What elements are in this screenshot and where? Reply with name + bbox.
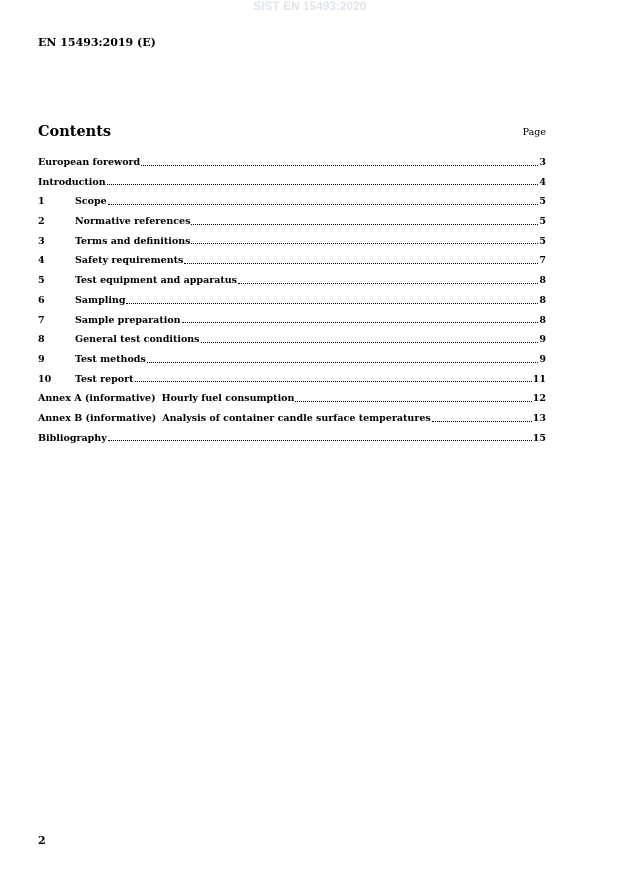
table-of-contents	[38, 153, 546, 448]
toc-leader-dots	[147, 362, 539, 363]
toc-entry-number: 10	[38, 373, 52, 385]
toc-entry-scope[interactable]	[38, 192, 546, 212]
toc-leader-dots	[141, 165, 538, 166]
page-column-label: Page	[522, 127, 546, 138]
toc-entry-page: 15	[532, 432, 546, 444]
toc-leader-dots	[107, 184, 539, 185]
toc-entry-page: 3	[539, 157, 546, 168]
toc-entry-page: 8	[539, 314, 546, 326]
toc-entry-number: 5	[38, 275, 45, 287]
toc-entry-title: Normative references	[75, 216, 191, 228]
toc-annex-title: Hourly fuel consumption	[161, 393, 295, 405]
toc-leader-dots	[191, 243, 538, 244]
toc-entry-page: 9	[539, 334, 546, 346]
toc-leader-dots	[126, 303, 538, 304]
toc-entry-title: Sampling	[75, 294, 126, 306]
toc-entry-normative-references[interactable]	[38, 212, 546, 232]
toc-leader-dots	[201, 342, 539, 343]
toc-entry-safety-requirements[interactable]	[38, 251, 546, 271]
watermark: SIST EN 15493:2020	[253, 1, 367, 13]
toc-entry-number: 2	[38, 216, 45, 228]
toc-entry-test-equipment[interactable]	[38, 271, 546, 291]
toc-entry-page: 12	[532, 393, 546, 405]
toc-leader-dots	[108, 440, 532, 441]
toc-entry-number: 7	[38, 314, 45, 326]
toc-entry-title: Introduction	[38, 176, 106, 188]
toc-entry-page: 9	[539, 353, 546, 365]
toc-entry-page: 5	[539, 196, 546, 208]
toc-leader-dots	[238, 283, 538, 284]
toc-entry-page: 11	[532, 373, 546, 385]
toc-entry-page: 4	[539, 176, 546, 188]
toc-entry-title: Terms and definitions	[75, 235, 191, 247]
toc-entry-terms-and-definitions[interactable]	[38, 232, 546, 252]
toc-entry-page: 7	[539, 255, 546, 267]
toc-entry-page: 8	[539, 275, 546, 287]
toc-leader-dots	[135, 381, 532, 382]
toc-entry-title: European foreword	[38, 157, 141, 168]
toc-entry-page: 8	[539, 294, 546, 306]
toc-entry-bibliography[interactable]	[38, 429, 546, 449]
toc-entry-test-methods[interactable]	[38, 350, 546, 370]
toc-entry-introduction[interactable]	[38, 173, 546, 193]
toc-entry-title: Test equipment and apparatus	[75, 275, 238, 287]
toc-entry-page: 13	[532, 412, 546, 424]
toc-annex-label: Annex B (informative)	[38, 412, 157, 424]
toc-entry-title: Test methods	[75, 353, 146, 365]
toc-leader-dots	[184, 263, 538, 264]
toc-entry-number: 1	[38, 196, 45, 208]
toc-entry-number: 6	[38, 294, 45, 306]
toc-annex-title: Analysis of container candle surface temperatures	[162, 412, 431, 424]
toc-leader-dots	[191, 224, 538, 225]
toc-entry-test-report[interactable]	[38, 370, 546, 390]
toc-leader-dots	[182, 322, 539, 323]
toc-entry-title: Bibliography	[38, 432, 107, 444]
toc-annex-label: Annex A (informative)	[38, 393, 156, 405]
toc-entry-annex-a[interactable]	[38, 389, 546, 409]
toc-entry-annex-b[interactable]	[38, 409, 546, 429]
toc-entry-title: Safety requirements	[75, 255, 184, 267]
toc-leader-dots	[108, 204, 539, 205]
toc-entry-number: 4	[38, 255, 45, 267]
toc-leader-dots	[432, 421, 532, 422]
toc-entry-title: Test report	[75, 373, 134, 385]
contents-heading: Contents	[38, 123, 112, 140]
toc-leader-dots	[295, 401, 531, 402]
toc-entry-title: Sample preparation	[75, 314, 181, 326]
toc-entry-sample-preparation[interactable]	[38, 311, 546, 331]
toc-entry-page: 5	[539, 216, 546, 228]
page-number: 2	[38, 834, 46, 847]
toc-entry-title: General test conditions	[75, 334, 200, 346]
toc-entry-european-foreword[interactable]	[38, 153, 546, 173]
document-id: EN 15493:2019 (E)	[38, 36, 156, 49]
toc-entry-title: Scope	[75, 196, 107, 208]
toc-entry-number: 9	[38, 353, 45, 365]
toc-entry-page: 5	[539, 235, 546, 247]
toc-entry-number: 8	[38, 334, 45, 346]
toc-entry-number: 3	[38, 235, 45, 247]
toc-entry-general-test-conditions[interactable]	[38, 330, 546, 350]
toc-entry-sampling[interactable]	[38, 291, 546, 311]
